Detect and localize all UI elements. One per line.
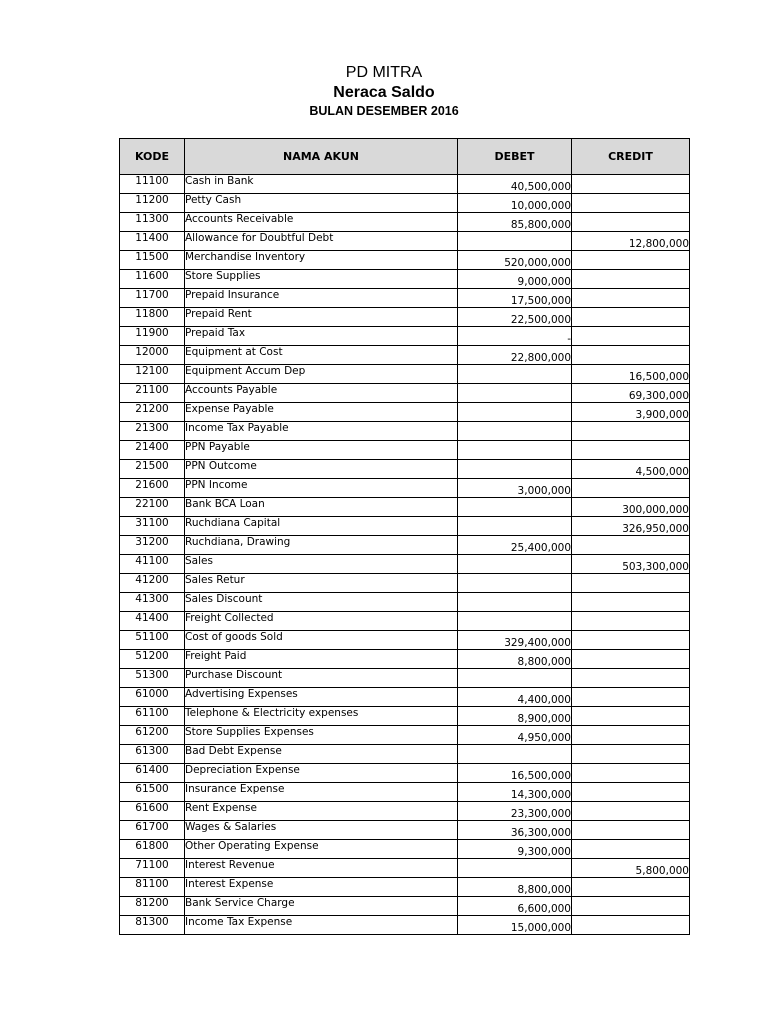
account-name-cell: Income Tax Payable <box>185 422 458 441</box>
debit-cell <box>458 232 572 251</box>
account-code-cell: 51300 <box>120 669 185 688</box>
debit-cell: 15,000,000 <box>458 916 572 935</box>
credit-cell <box>572 783 690 802</box>
table-row <box>120 441 690 460</box>
credit-cell <box>572 422 690 441</box>
credit-cell: 503,300,000 <box>572 555 690 574</box>
credit-cell <box>572 574 690 593</box>
account-name-cell: Ruchdiana Capital <box>185 517 458 536</box>
table-row <box>120 270 690 289</box>
account-code-cell: 11600 <box>120 270 185 289</box>
credit-cell: 326,950,000 <box>572 517 690 536</box>
debit-cell: 329,400,000 <box>458 631 572 650</box>
debit-cell: 22,800,000 <box>458 346 572 365</box>
credit-cell <box>572 593 690 612</box>
credit-cell <box>572 479 690 498</box>
account-name-cell: Other Operating Expense <box>185 840 458 859</box>
account-code-cell: 11100 <box>120 175 185 194</box>
account-code-cell: 41400 <box>120 612 185 631</box>
table-row <box>120 669 690 688</box>
table-row <box>120 612 690 631</box>
account-name-cell: Prepaid Insurance <box>185 289 458 308</box>
table-row <box>120 194 690 213</box>
account-name-cell: Interest Expense <box>185 878 458 897</box>
credit-cell: 5,800,000 <box>572 859 690 878</box>
table-row <box>120 327 690 346</box>
account-name-cell: Petty Cash <box>185 194 458 213</box>
account-code-cell: 81200 <box>120 897 185 916</box>
account-code-cell: 41300 <box>120 593 185 612</box>
debit-cell: 17,500,000 <box>458 289 572 308</box>
account-code-cell: 11500 <box>120 251 185 270</box>
table-row <box>120 631 690 650</box>
account-code-cell: 21200 <box>120 403 185 422</box>
table-row <box>120 213 690 232</box>
account-name-cell: Depreciation Expense <box>185 764 458 783</box>
table-row <box>120 365 690 384</box>
debit-cell <box>458 574 572 593</box>
account-name-cell: Wages & Salaries <box>185 821 458 840</box>
credit-cell: 69,300,000 <box>572 384 690 403</box>
account-code-cell: 21500 <box>120 460 185 479</box>
document-period: BULAN DESEMBER 2016 <box>309 104 459 118</box>
credit-cell <box>572 916 690 935</box>
column-header-nama-akun: NAMA AKUN <box>185 139 458 175</box>
account-name-cell: Income Tax Expense <box>185 916 458 935</box>
account-code-cell: 31100 <box>120 517 185 536</box>
account-code-cell: 81300 <box>120 916 185 935</box>
account-name-cell: PPN Outcome <box>185 460 458 479</box>
account-code-cell: 11400 <box>120 232 185 251</box>
column-header-kode: KODE <box>120 139 185 175</box>
trial-balance-table <box>119 138 690 935</box>
account-code-cell: 21100 <box>120 384 185 403</box>
column-header-debet: DEBET <box>458 139 572 175</box>
account-name-cell: Advertising Expenses <box>185 688 458 707</box>
table-row <box>120 555 690 574</box>
credit-cell <box>572 707 690 726</box>
credit-cell <box>572 802 690 821</box>
account-code-cell: 12100 <box>120 365 185 384</box>
debit-cell <box>458 612 572 631</box>
debit-cell <box>458 745 572 764</box>
debit-cell: 36,300,000 <box>458 821 572 840</box>
debit-cell: 9,000,000 <box>458 270 572 289</box>
debit-cell <box>458 441 572 460</box>
table-row <box>120 308 690 327</box>
table-row <box>120 574 690 593</box>
table-row <box>120 783 690 802</box>
debit-cell: 40,500,000 <box>458 175 572 194</box>
debit-cell <box>458 403 572 422</box>
account-code-cell: 61700 <box>120 821 185 840</box>
account-name-cell: PPN Payable <box>185 441 458 460</box>
account-name-cell: Interest Revenue <box>185 859 458 878</box>
table-row <box>120 878 690 897</box>
account-name-cell: Prepaid Tax <box>185 327 458 346</box>
debit-cell <box>458 498 572 517</box>
account-name-cell: Freight Paid <box>185 650 458 669</box>
account-code-cell: 21600 <box>120 479 185 498</box>
account-name-cell: Rent Expense <box>185 802 458 821</box>
table-row <box>120 498 690 517</box>
account-code-cell: 81100 <box>120 878 185 897</box>
credit-cell <box>572 251 690 270</box>
credit-cell: 16,500,000 <box>572 365 690 384</box>
credit-cell <box>572 327 690 346</box>
table-row <box>120 289 690 308</box>
table-row <box>120 726 690 745</box>
credit-cell <box>572 270 690 289</box>
debit-cell <box>458 555 572 574</box>
credit-cell <box>572 441 690 460</box>
account-code-cell: 11800 <box>120 308 185 327</box>
debit-cell: 8,800,000 <box>458 650 572 669</box>
column-header-credit: CREDIT <box>572 139 690 175</box>
debit-cell <box>458 859 572 878</box>
table-row <box>120 764 690 783</box>
debit-cell: 3,000,000 <box>458 479 572 498</box>
debit-cell: 4,400,000 <box>458 688 572 707</box>
table-row <box>120 821 690 840</box>
debit-cell: 8,900,000 <box>458 707 572 726</box>
credit-cell <box>572 631 690 650</box>
account-name-cell: Store Supplies Expenses <box>185 726 458 745</box>
account-code-cell: 61800 <box>120 840 185 859</box>
account-name-cell: Freight Collected <box>185 612 458 631</box>
account-name-cell: Prepaid Rent <box>185 308 458 327</box>
table-row <box>120 422 690 441</box>
credit-cell: 4,500,000 <box>572 460 690 479</box>
credit-cell <box>572 650 690 669</box>
credit-cell <box>572 878 690 897</box>
debit-cell: 14,300,000 <box>458 783 572 802</box>
credit-cell <box>572 308 690 327</box>
account-name-cell: Store Supplies <box>185 270 458 289</box>
credit-cell <box>572 726 690 745</box>
account-name-cell: Equipment at Cost <box>185 346 458 365</box>
account-code-cell: 61000 <box>120 688 185 707</box>
credit-cell <box>572 194 690 213</box>
table-row <box>120 232 690 251</box>
debit-cell: 8,800,000 <box>458 878 572 897</box>
debit-cell: 4,950,000 <box>458 726 572 745</box>
credit-cell <box>572 669 690 688</box>
credit-cell <box>572 213 690 232</box>
debit-cell <box>458 669 572 688</box>
document-title: Neraca Saldo <box>333 84 435 101</box>
account-code-cell: 61400 <box>120 764 185 783</box>
debit-cell: 520,000,000 <box>458 251 572 270</box>
account-name-cell: Bank BCA Loan <box>185 498 458 517</box>
account-code-cell: 61200 <box>120 726 185 745</box>
account-name-cell: Bad Debt Expense <box>185 745 458 764</box>
account-code-cell: 31200 <box>120 536 185 555</box>
table-row <box>120 802 690 821</box>
debit-cell: 22,500,000 <box>458 308 572 327</box>
account-code-cell: 61100 <box>120 707 185 726</box>
account-code-cell: 51200 <box>120 650 185 669</box>
account-code-cell: 41100 <box>120 555 185 574</box>
table-row <box>120 479 690 498</box>
account-code-cell: 22100 <box>120 498 185 517</box>
debit-cell: - <box>458 327 572 346</box>
table-row <box>120 688 690 707</box>
credit-cell: 3,900,000 <box>572 403 690 422</box>
account-code-cell: 11700 <box>120 289 185 308</box>
credit-cell <box>572 688 690 707</box>
credit-cell <box>572 840 690 859</box>
account-code-cell: 61600 <box>120 802 185 821</box>
table-row <box>120 517 690 536</box>
debit-cell <box>458 384 572 403</box>
table-body <box>120 175 690 935</box>
table-header-row <box>120 139 690 175</box>
account-code-cell: 21400 <box>120 441 185 460</box>
account-code-cell: 21300 <box>120 422 185 441</box>
debit-cell <box>458 460 572 479</box>
account-name-cell: Accounts Receivable <box>185 213 458 232</box>
debit-cell <box>458 365 572 384</box>
account-code-cell: 61300 <box>120 745 185 764</box>
account-name-cell: Cost of goods Sold <box>185 631 458 650</box>
account-name-cell: Ruchdiana, Drawing <box>185 536 458 555</box>
table-row <box>120 916 690 935</box>
credit-cell <box>572 897 690 916</box>
account-name-cell: Telephone & Electricity expenses <box>185 707 458 726</box>
account-code-cell: 11300 <box>120 213 185 232</box>
debit-cell: 23,300,000 <box>458 802 572 821</box>
account-name-cell: Purchase Discount <box>185 669 458 688</box>
account-code-cell: 61500 <box>120 783 185 802</box>
debit-cell <box>458 422 572 441</box>
account-name-cell: Insurance Expense <box>185 783 458 802</box>
table-row <box>120 403 690 422</box>
debit-cell: 85,800,000 <box>458 213 572 232</box>
account-code-cell: 71100 <box>120 859 185 878</box>
table-row <box>120 175 690 194</box>
company-name: PD MITRA <box>345 64 423 81</box>
credit-cell <box>572 764 690 783</box>
account-name-cell: Sales <box>185 555 458 574</box>
table-row <box>120 840 690 859</box>
credit-cell: 12,800,000 <box>572 232 690 251</box>
debit-cell <box>458 593 572 612</box>
table-row <box>120 650 690 669</box>
account-code-cell: 11200 <box>120 194 185 213</box>
account-name-cell: Equipment Accum Dep <box>185 365 458 384</box>
table-row <box>120 384 690 403</box>
table-row <box>120 707 690 726</box>
credit-cell <box>572 612 690 631</box>
debit-cell: 9,300,000 <box>458 840 572 859</box>
table-row <box>120 593 690 612</box>
debit-cell: 6,600,000 <box>458 897 572 916</box>
account-name-cell: Sales Retur <box>185 574 458 593</box>
account-code-cell: 11900 <box>120 327 185 346</box>
debit-cell <box>458 517 572 536</box>
table-row <box>120 460 690 479</box>
debit-cell: 25,400,000 <box>458 536 572 555</box>
table-row <box>120 251 690 270</box>
account-name-cell: Accounts Payable <box>185 384 458 403</box>
credit-cell <box>572 346 690 365</box>
table-row <box>120 897 690 916</box>
debit-cell: 16,500,000 <box>458 764 572 783</box>
account-name-cell: Cash in Bank <box>185 175 458 194</box>
credit-cell: 300,000,000 <box>572 498 690 517</box>
debit-cell: 10,000,000 <box>458 194 572 213</box>
table-row <box>120 536 690 555</box>
account-code-cell: 41200 <box>120 574 185 593</box>
credit-cell <box>572 821 690 840</box>
account-code-cell: 51100 <box>120 631 185 650</box>
account-name-cell: PPN Income <box>185 479 458 498</box>
table-row <box>120 346 690 365</box>
account-name-cell: Sales Discount <box>185 593 458 612</box>
credit-cell <box>572 745 690 764</box>
account-name-cell: Expense Payable <box>185 403 458 422</box>
credit-cell <box>572 289 690 308</box>
credit-cell <box>572 536 690 555</box>
account-name-cell: Merchandise Inventory <box>185 251 458 270</box>
table-row <box>120 745 690 764</box>
account-code-cell: 12000 <box>120 346 185 365</box>
credit-cell <box>572 175 690 194</box>
account-name-cell: Allowance for Doubtful Debt <box>185 232 458 251</box>
account-name-cell: Bank Service Charge <box>185 897 458 916</box>
table-row <box>120 859 690 878</box>
